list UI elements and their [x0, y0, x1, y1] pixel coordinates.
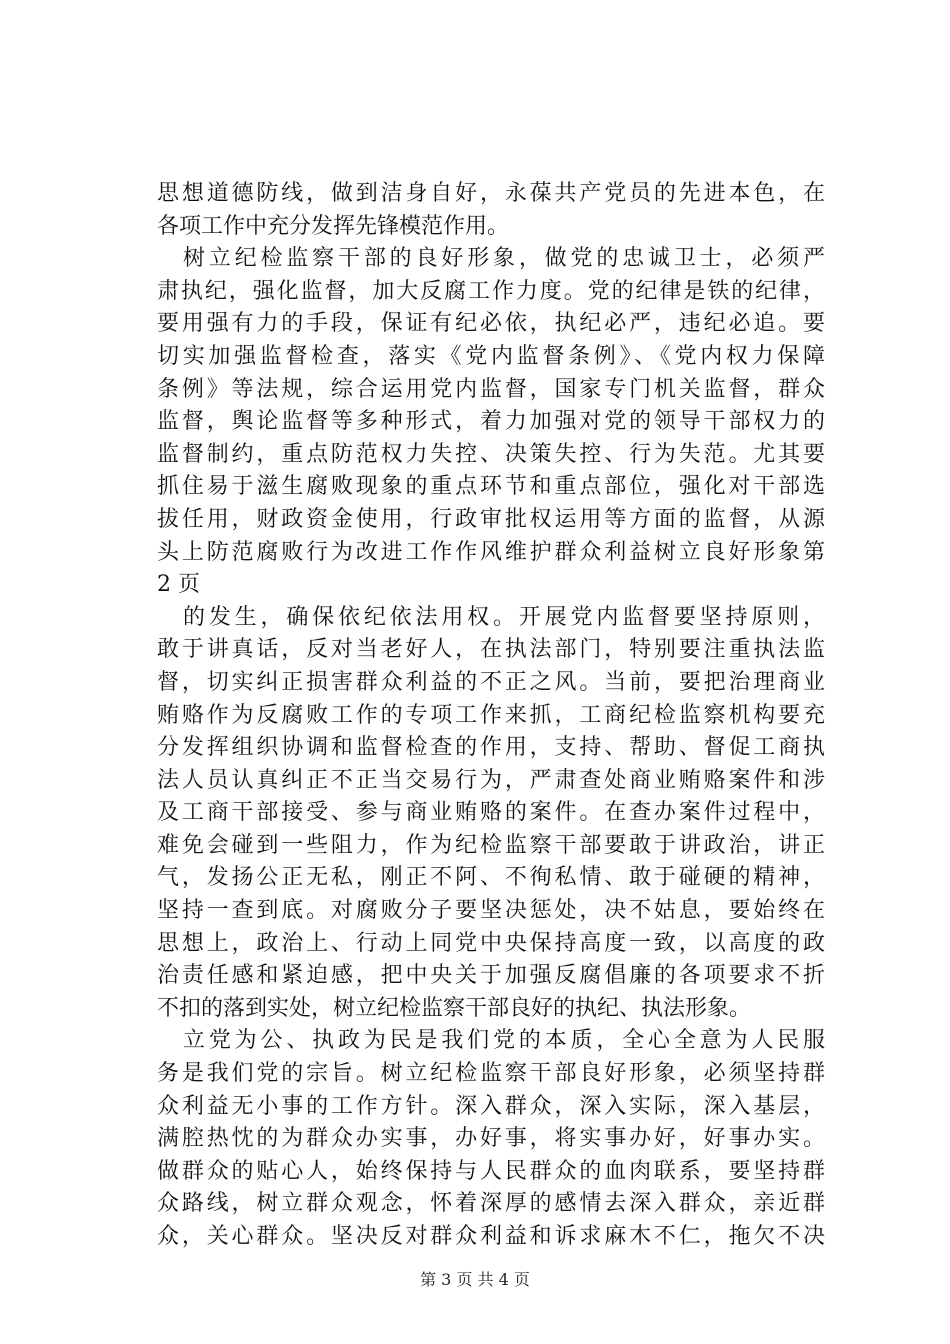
text-line: 肃执纪，强化监督，加大反腐工作力度。党的纪律是铁的纪律，	[157, 278, 825, 304]
text-line: 抓住易于滋生腐败现象的重点环节和重点部位，强化对干部选	[157, 474, 825, 500]
text-line: 难免会碰到一些阻力，作为纪检监察干部要敢于讲政治，讲正	[157, 832, 825, 858]
text-line: 务是我们党的宗旨。树立纪检监察干部良好形象，必须坚持群	[157, 1061, 825, 1087]
text-line: 2 页	[157, 572, 200, 598]
text-line: 治责任感和紧迫感，把中央关于加强反腐倡廉的各项要求不折	[157, 963, 825, 989]
text-line: 切实加强监督检查，落实《党内监督条例》、《党内权力保障	[157, 343, 825, 369]
document-body	[157, 178, 825, 1254]
text-line: 立党为公、执政为民是我们党的本质，全心全意为人民服	[183, 1028, 825, 1054]
text-line: 分发挥组织协调和监督检查的作用，支持、帮助、督促工商执	[157, 735, 825, 761]
page-footer: 第 3 页 共 4 页	[420, 1270, 530, 1289]
text-line: 拔任用，财政资金使用，行政审批权运用等方面的监督，从源	[157, 506, 825, 532]
text-line: 树立纪检监察干部的良好形象，做党的忠诚卫士，必须严	[183, 246, 825, 272]
text-line: 不扣的落到实处，树立纪检监察干部良好的执纪、执法形象。	[157, 995, 752, 1021]
text-line: 法人员认真纠正不正当交易行为，严肃查处商业贿赂案件和涉	[157, 767, 825, 793]
text-line: 各项工作中充分发挥先锋模范作用。	[157, 213, 510, 239]
text-line: 思想道德防线，做到洁身自好，永葆共产党员的先进本色，在	[157, 181, 825, 206]
text-line: 满腔热忱的为群众办实事，办好事，将实事办好，好事办实。	[157, 1126, 825, 1152]
text-line: 及工商干部接受、参与商业贿赂的案件。在查办案件过程中，	[157, 800, 825, 826]
text-line: 的发生，确保依纪依法用权。开展党内监督要坚持原则，	[183, 604, 825, 630]
text-line: 贿赂作为反腐败工作的专项工作来抓，工商纪检监察机构要充	[157, 702, 825, 728]
text-line: 条例》等法规，综合运用党内监督，国家专门机关监督，群众	[157, 376, 825, 402]
text-line: 气，发扬公正无私，刚正不阿、不徇私情、敢于碰硬的精神，	[157, 865, 825, 891]
text-line: 督，切实纠正损害群众利益的不正之风。当前，要把治理商业	[157, 669, 825, 695]
text-line: 监督，舆论监督等多种形式，着力加强对党的领导干部权力的	[157, 409, 825, 435]
text-line: 坚持一查到底。对腐败分子要坚决惩处，决不姑息，要始终在	[157, 898, 825, 924]
text-line: 头上防范腐败行为改进工作作风维护群众利益树立良好形象第	[157, 539, 825, 565]
text-line: 思想上，政治上、行动上同党中央保持高度一致，以高度的政	[157, 930, 825, 956]
text-line: 监督制约，重点防范权力失控、决策失控、行为失范。尤其要	[157, 441, 825, 467]
text-line: 要用强有力的手段，保证有纪必依，执纪必严，违纪必追。要	[157, 311, 825, 337]
text-line: 众，关心群众。坚决反对群众利益和诉求麻木不仁，拖欠不决	[157, 1224, 825, 1249]
text-line: 众路线，树立群众观念，怀着深厚的感情去深入群众，亲近群	[157, 1191, 825, 1217]
text-line: 做群众的贴心人，始终保持与人民群众的血肉联系，要坚持群	[157, 1158, 825, 1184]
text-line: 敢于讲真话，反对当老好人，在执法部门，特别要注重执法监	[157, 637, 825, 663]
text-line: 众利益无小事的工作方针。深入群众，深入实际，深入基层，	[157, 1093, 825, 1119]
